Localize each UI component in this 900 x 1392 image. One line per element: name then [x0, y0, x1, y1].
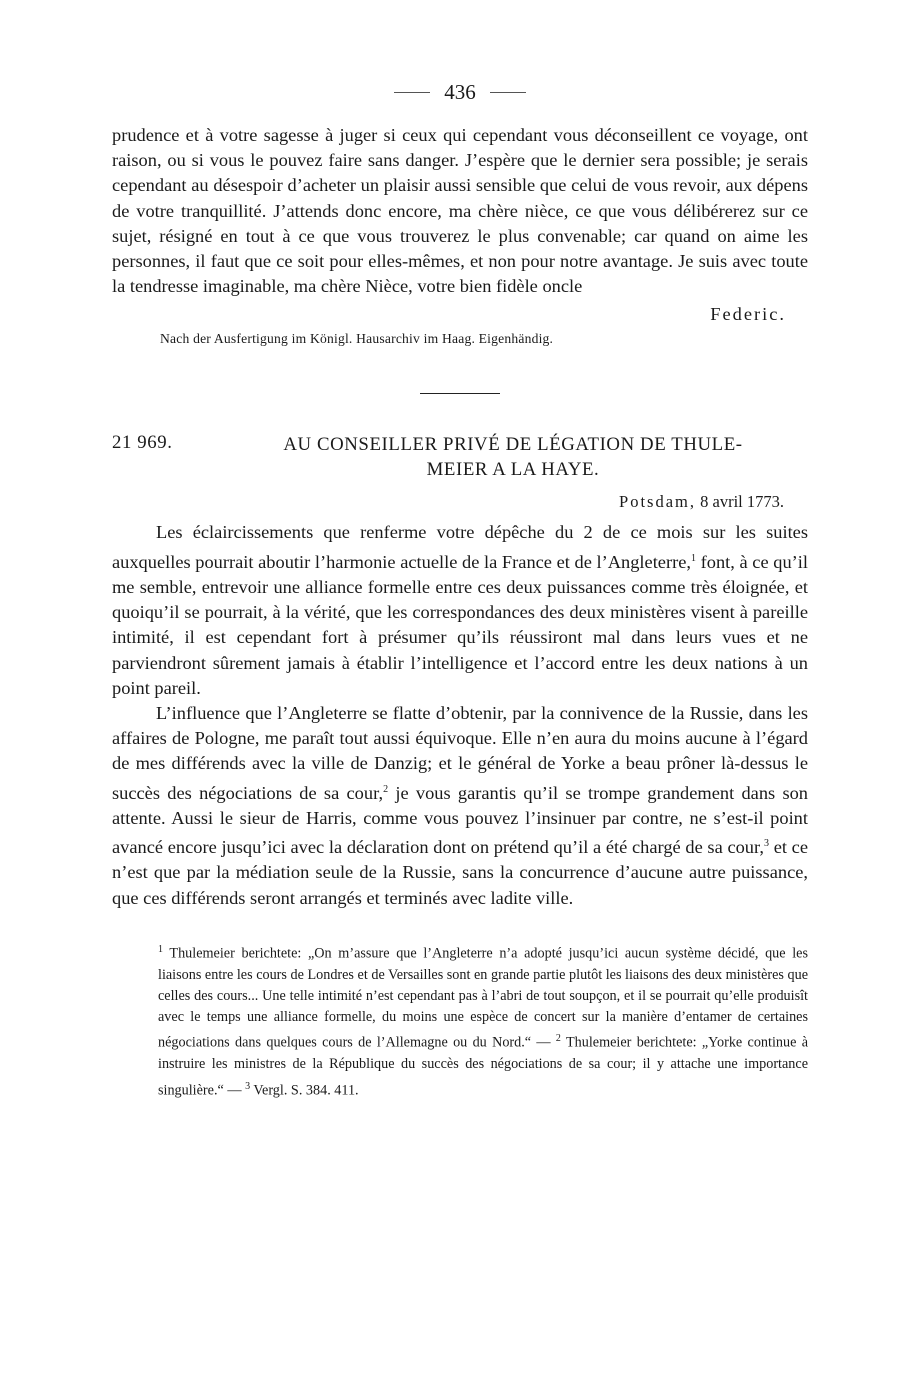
footnotes: [112, 939, 808, 1102]
paragraph-1-text-a: Les éclaircissements que renferme votre dépêche du 2 de ce mois sur les suites auxquelles pourrait aboutir l’harmonie actuelle de la France et de l’Angleterre,: [112, 522, 808, 572]
continuation-paragraph: prudence et à votre sagesse à juger si ceux qui cependant vous déconseillent ce voyage, ont raison, ou si vous le pouvez faire sans danger. J’espère que le dernier sera possible; je serais cependant au désespoir d’acheter un plaisir aussi sensible que celui de vous revoir, aux dépens de votre tranquillité. J’attends donc encore, ma chère nièce, ce que vous délibérerez sur ce sujet, résigné en tout à ce que vous trouverez le plus convenable; car quand on aime les personnes, il faut que ce soit pour elles-mêmes, et non pour notre avantage. Je suis avec toute la tendresse imaginable, ma chère Nièce, votre bien fidèle oncle: [112, 125, 808, 297]
footnote-block: [158, 939, 808, 1102]
letter-heading: [112, 432, 808, 482]
document-page: [112, 80, 808, 1101]
letter-paragraph-1: [112, 520, 808, 701]
page-header: [112, 80, 808, 105]
paragraph-2-text-a: L’influence que l’Angleterre se flatte d’obtenir, par la connivence de la Russie, dans les affaires de Pologne, me paraît tout aussi équivoque. Elle n’en aura du moins aucune à l’égard de mes différends avec la ville de Danzig; et le général de Yorke a beau prôner là-dessus le succès des négociations de sa cour,: [112, 702, 808, 803]
footnote-ref-3: 3: [764, 838, 769, 850]
footnote-text-1: Thulemeier berichtete: „On m’assure que l’Angleterre n’a adopté jusqu’ici aucun système décidé, que les liaisons entre les cours de Londres et de Versailles sont en grande partie plutôt les liaisons des deux ministères que celles des cours... Une telle intimité n’est cependant pas à l’abri de tout soupçon, et il se pourrait qu’elle produisît avec le temps une alliance formelle, du moins une espèce de concert sur la manière d’entamer de certaines négociations dans quelques cours de l’Allemagne ou du Nord.“ —: [158, 945, 808, 1052]
dateline-place: Potsdam,: [619, 492, 696, 512]
letter-title-line-1: AU CONSEILLER PRIVÉ DE LÉGATION DE THULE-: [283, 434, 743, 456]
footnote-ref-2: 2: [383, 783, 389, 795]
footnote-ref-1: 1: [690, 552, 696, 564]
letter-title: [218, 432, 808, 482]
signature: Federic.: [710, 304, 786, 325]
letter-number: 21 969.: [112, 432, 173, 454]
dateline: [112, 492, 784, 512]
source-note: Nach der Ausfertigung im Königl. Hausarchiv im Haag. Eigenhändig.: [160, 331, 554, 347]
header-rule-left: [394, 92, 430, 93]
footnote-text-2: Thulemeier berichtete: „Yorke continue à instruire les ministres de la République du succès des négociations de sa cour; il y attache une importance singulière.“ —: [158, 1035, 808, 1099]
footnote-mark-3: 3: [245, 1080, 251, 1092]
section-divider: [420, 393, 500, 394]
header-rule-right: [490, 92, 526, 93]
paragraph-2-text-c: et ce n’est que par la médiation seule de la Russie, sans la concurrence d’aucune autre puissance, que ces différends seront arrangés et terminés avec ladite ville.: [112, 837, 808, 908]
footnote-mark-2: 2: [555, 1033, 561, 1045]
footnote-mark-1: 1: [158, 943, 163, 955]
footnote-text-3: Vergl. S. 384. 411.: [250, 1082, 359, 1099]
page-number: 436: [444, 80, 476, 104]
dateline-date: 8 avril 1773.: [700, 492, 784, 512]
paragraph-2-text-b: je vous garantis qu’il se trompe grandement dans son attente. Aussi le sieur de Harris, comme vous pouvez l’insinuer par contre, ne s’est-il point avancé encore jusqu’ici avec la déclaration dont on prétend qu’il a été chargé de sa cour,: [112, 782, 808, 858]
paragraph-1-text-b: font, à ce qu’il me semble, entrevoir une alliance formelle entre ces deux puissances comme très éloignée, et quoiqu’il se pourrait, à la vérité, que les correspondances des deux ministères visent à pareille intimité, il est cependant fort à présumer qu’ils réussiront mal dans leurs vues et ne parviendront sûrement jamais à établir l’intelligence et l’accord entre les deux nations à un point pareil.: [112, 551, 808, 698]
letter-title-line-2: MEIER A LA HAYE.: [426, 459, 600, 481]
letter-paragraph-2: [112, 701, 808, 911]
